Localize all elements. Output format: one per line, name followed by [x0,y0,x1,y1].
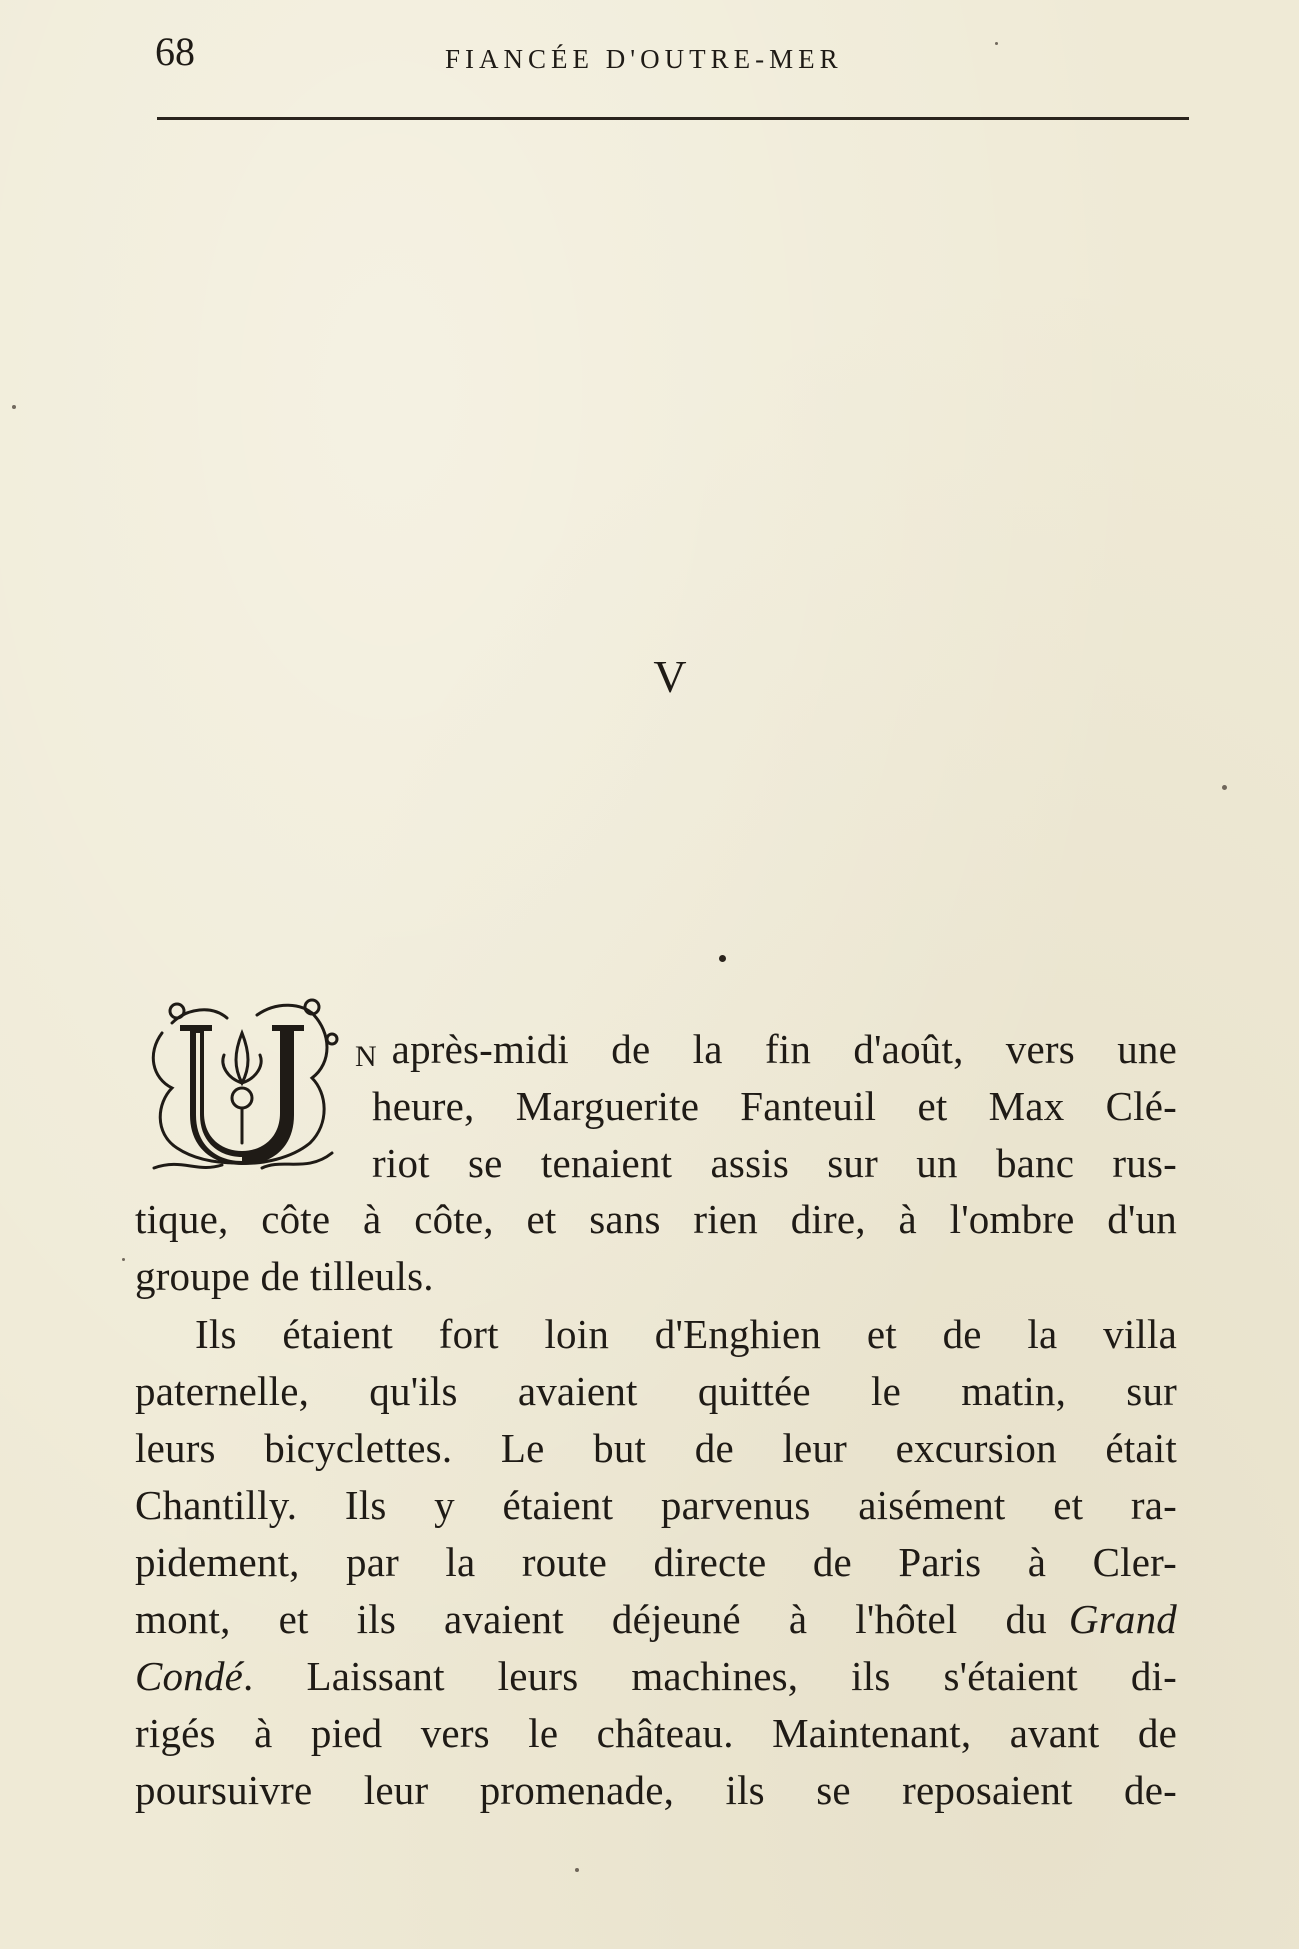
text-line-9: Chantilly. Ils y étaient parvenus aisément et ra- [135,1482,1177,1528]
text-line-5: groupe de tilleuls. [135,1253,434,1299]
text-line-6: Ils étaient fort loin d'Enghien et de la villa [195,1311,1177,1357]
text-line-13: rigés à pied vers le château. Maintenant, avant de [135,1710,1177,1756]
line-text: . Laissant leurs machines, ils s'étaient di- [243,1653,1177,1699]
text-line-2: heure, Marguerite Fanteuil et Max Clé- [372,1083,1177,1129]
first-word-small-caps: N [355,1040,378,1073]
text-line-14: poursuivre leur promenade, ils se reposaient de- [135,1767,1177,1813]
text-line-10: pidement, par la route directe de Paris à Cler- [135,1539,1177,1585]
header-rule [157,117,1189,120]
ornamental-drop-cap [142,993,342,1183]
text-line-11 [135,1590,1177,1648]
text-line-8: leurs bicyclettes. Le but de leur excursion était [135,1425,1177,1471]
italic-word-conde: Condé [135,1653,244,1699]
ornament-dot [719,955,726,962]
text-line-3: riot se tenaient assis sur un banc rus- [372,1140,1177,1186]
line-text: après-midi de la fin d'août, vers une [391,1026,1177,1072]
paper-speck [12,405,16,409]
line-text: mont, et ils avaient déjeuné à l'hôtel du [135,1596,1047,1642]
paper-speck [575,1868,579,1872]
text-line-4: tique, côte à côte, et sans rien dire, à l'ombre d'un [135,1196,1177,1242]
italic-word-grand: Grand [1068,1596,1177,1642]
text-line-7: paternelle, qu'ils avaient quittée le matin, sur [135,1368,1177,1414]
paper-speck [1222,785,1227,790]
page-number: 68 [155,29,195,74]
text-line-12 [135,1647,1177,1705]
chapter-number: V [653,651,687,702]
paper-speck [122,1258,125,1261]
running-head [155,28,1190,88]
running-title: FIANCÉE D'OUTRE-MER [445,44,843,74]
paper-speck [995,42,998,45]
